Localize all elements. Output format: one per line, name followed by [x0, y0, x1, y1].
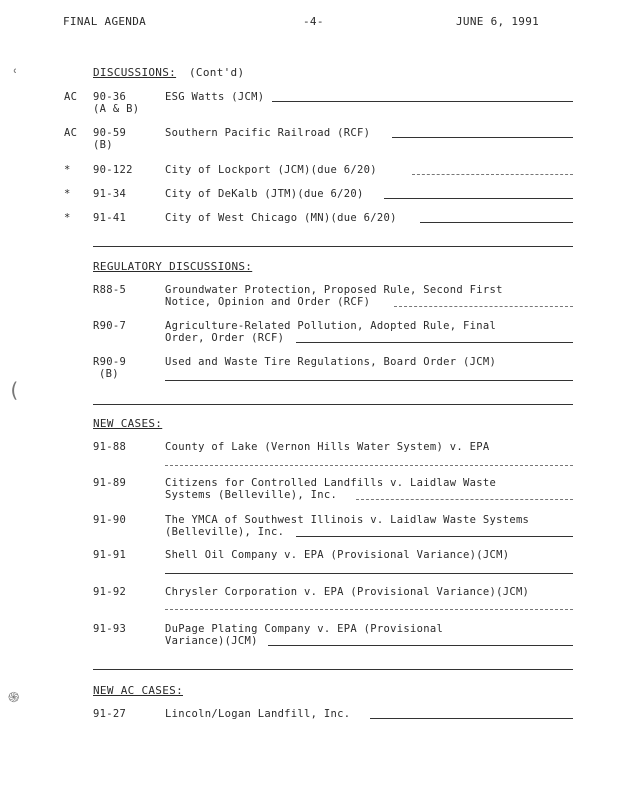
item-number: 91-93 — [93, 623, 127, 635]
item-number: 90-59 — [93, 127, 127, 139]
item-prefix: * — [64, 188, 71, 200]
item-sub: (A & B) — [93, 103, 140, 115]
header-left: FINAL AGENDA — [63, 15, 147, 28]
section-title-new-cases: NEW CASES: — [93, 417, 163, 430]
item-number: 91-41 — [93, 212, 127, 224]
fill-line — [165, 380, 573, 381]
item-text-line2: Notice, Opinion and Order (RCF) — [165, 296, 371, 308]
item-text: ESG Watts (JCM) — [165, 91, 265, 103]
item-number: 91-90 — [93, 514, 127, 526]
item-number: 90-122 — [93, 164, 133, 176]
header-date: JUNE 6, 1991 — [456, 15, 540, 28]
fill-line — [165, 609, 573, 610]
fill-line — [268, 645, 573, 646]
fill-line — [272, 101, 573, 102]
fill-line — [165, 573, 573, 574]
item-text-line2: Variance)(JCM) — [165, 635, 258, 647]
item-text-line1: Agriculture-Related Pollution, Adopted Rule, Final — [165, 320, 497, 332]
item-text: Lincoln/Logan Landfill, Inc. — [165, 708, 351, 720]
item-text-line1: County of Lake (Vernon Hills Water System) v. EPA — [165, 441, 490, 453]
page-number: -4- — [303, 15, 324, 28]
item-number: 91-34 — [93, 188, 127, 200]
fill-line — [412, 174, 573, 175]
margin-mark: ֍ — [8, 690, 20, 706]
item-text-line2: Order, Order (RCF) — [165, 332, 285, 344]
item-text-line1: Chrysler Corporation v. EPA (Provisional Variance)(JCM) — [165, 586, 530, 598]
item-prefix: * — [64, 212, 71, 224]
item-text-line1: Groundwater Protection, Proposed Rule, Second First — [165, 284, 503, 296]
item-prefix: AC — [64, 127, 78, 139]
section-title-new-ac-cases: NEW AC CASES: — [93, 684, 183, 697]
fill-line — [420, 222, 573, 223]
item-number: 91-91 — [93, 549, 127, 561]
item-prefix: * — [64, 164, 71, 176]
margin-mark: ( — [8, 378, 21, 402]
section-divider — [93, 246, 573, 247]
section-cont: (Cont'd) — [189, 66, 245, 79]
item-number: 91-92 — [93, 586, 127, 598]
margin-mark: ʿ — [10, 66, 20, 85]
item-sub: (B) — [99, 368, 119, 380]
item-number: 91-27 — [93, 708, 127, 720]
item-text: City of Lockport (JCM)(due 6/20) — [165, 164, 377, 176]
fill-line — [394, 306, 573, 307]
item-number: 91-89 — [93, 477, 127, 489]
item-text: City of West Chicago (MN)(due 6/20) — [165, 212, 397, 224]
section-title-regulatory: REGULATORY DISCUSSIONS: — [93, 260, 253, 273]
item-text-line2: Systems (Belleville), Inc. — [165, 489, 338, 501]
item-text: Southern Pacific Railroad (RCF) — [165, 127, 371, 139]
item-text-line2: (Belleville), Inc. — [165, 526, 285, 538]
section-divider — [93, 669, 573, 670]
item-text-line1: The YMCA of Southwest Illinois v. Laidlaw Waste Systems — [165, 514, 530, 526]
item-number: R90-7 — [93, 320, 127, 332]
fill-line — [165, 465, 573, 466]
item-number: 91-88 — [93, 441, 127, 453]
fill-line — [392, 137, 573, 138]
fill-line — [370, 718, 573, 719]
fill-line — [296, 536, 573, 537]
fill-line — [296, 342, 573, 343]
fill-line — [356, 499, 573, 500]
item-text-line1: Used and Waste Tire Regulations, Board Order (JCM) — [165, 356, 497, 368]
section-title-discussions: DISCUSSIONS: — [93, 66, 177, 79]
item-prefix: AC — [64, 91, 78, 103]
item-number: R88-5 — [93, 284, 127, 296]
item-text-line1: Shell Oil Company v. EPA (Provisional Variance)(JCM) — [165, 549, 510, 561]
item-text-line1: DuPage Plating Company v. EPA (Provisional — [165, 623, 444, 635]
item-text-line1: Citizens for Controlled Landfills v. Laidlaw Waste — [165, 477, 497, 489]
item-number: R90-9 — [93, 356, 127, 368]
item-text: City of DeKalb (JTM)(due 6/20) — [165, 188, 364, 200]
fill-line — [384, 198, 573, 199]
section-divider — [93, 404, 573, 405]
item-number: 90-36 — [93, 91, 127, 103]
item-sub: (B) — [93, 139, 113, 151]
